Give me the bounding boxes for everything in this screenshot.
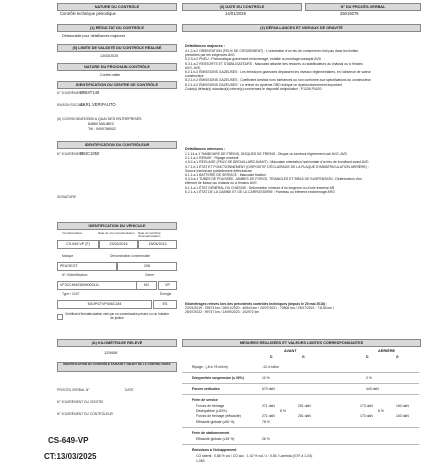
efficacite-value: 78 % bbox=[262, 420, 270, 424]
marque-label: Marque bbox=[62, 254, 74, 258]
coord-line: 300 A QUAI DES ENTREPRISES bbox=[88, 117, 142, 121]
defaillance-mineure: 6.2.1.a.1 ÉTAT DE LA CABINE ET DE LA CARROSSERIE : Panneau ou élément endommagé ARG bbox=[185, 189, 335, 194]
cv-agr-centre-label: N° D'AGRÉMENT DU CENTRE bbox=[57, 400, 104, 404]
freinage-eff-ar-d: 173 daN bbox=[360, 414, 373, 418]
veh-h3: Date du certificat d'immatriculation bbox=[138, 231, 161, 239]
vehicule-header: IDENTIFICATION DU VÉHICULE bbox=[57, 222, 177, 230]
freinage-ar-d: 173 daN bbox=[360, 404, 373, 408]
nature-value: Contrôle technique périodique bbox=[60, 11, 116, 16]
dissym-av: 10 % bbox=[262, 376, 270, 380]
energie-label: Énergie bbox=[160, 292, 172, 296]
signature-label: SIGNATURE bbox=[57, 195, 76, 199]
defaillance-mineure: 4.7.1.b.1 ÉTAT ET FONCTIONNEMENT (DISPOSITIF D'ÉCLAIRAGE DE LA PLAQUE D'IMMATRICULATION ARRIÈRE) : Source lumineuse partiellement défectueuse bbox=[185, 164, 369, 173]
desequilibre-ar: 8 % bbox=[378, 409, 384, 413]
divider bbox=[182, 372, 419, 373]
col-arriere: ARRIÈRE bbox=[378, 349, 396, 353]
stationnement-value: 26 % bbox=[262, 437, 270, 441]
majeures-title: Défaillances majeures : bbox=[185, 44, 225, 48]
desequilibre-av: 8 % bbox=[280, 409, 286, 413]
freinage-eff-ar-g: 160 daN bbox=[396, 414, 409, 418]
freinage-eff-av-g: 251 daN bbox=[298, 414, 311, 418]
forces-ar: 443 daN bbox=[366, 387, 379, 391]
freinage-av-d: 271 daN bbox=[262, 404, 275, 408]
divider bbox=[182, 394, 419, 395]
vin-label: N° d'identification bbox=[62, 273, 88, 277]
efficacite-label: Efficacité globale (≥50 %) bbox=[196, 420, 235, 424]
date-value: 14/01/2025 bbox=[225, 11, 246, 16]
col-av-d: D bbox=[270, 355, 273, 359]
forces-av: 670 daN bbox=[262, 387, 275, 391]
mineures-list bbox=[185, 152, 371, 194]
freinage-eff-label: Forces de freinage (efficacité) bbox=[196, 414, 241, 418]
defaillance-mineure: 1.1.14.a.1 TAMBOURS DE FREINS, DISQUES DE FREINS : Disque ou tambour légèrement usé AVG, AVD bbox=[185, 152, 347, 156]
freinage-av-g: 251 daN bbox=[298, 404, 311, 408]
mesures-header: MESURES RÉALISÉES ET VALEURS LIMITES CORRESPONDANTES bbox=[182, 339, 421, 347]
defaillances-header: (2) DÉFAILLANCES ET NIVEAUX DE GRAVITÉ bbox=[182, 24, 421, 32]
genre: M1 bbox=[136, 281, 157, 290]
km-value: 129406 bbox=[104, 350, 118, 355]
date-certif: 15/04/2013 bbox=[138, 240, 177, 249]
km-header: (A) KILOMÉTRAGE RELEVÉ bbox=[57, 339, 177, 347]
agrement-value: S084T149 bbox=[80, 90, 100, 95]
divider bbox=[182, 383, 419, 384]
immat-cell bbox=[57, 240, 99, 249]
coord-label: (6) COORDONNÉES bbox=[57, 117, 89, 121]
coord-line: Tél : 0490768002 bbox=[88, 127, 116, 131]
col-ar-g: G bbox=[396, 355, 399, 359]
mineures-title: Défaillances mineures : bbox=[185, 147, 226, 151]
stationnement-sub: Efficacité globale (≥18 %) bbox=[196, 437, 235, 441]
coord-block bbox=[88, 117, 142, 132]
defaillance-mineure: 2.1.1.a.1 RIPAGE : Ripage excessif bbox=[185, 156, 239, 161]
km-history-line: 23/01/2019 : 39573 km / 26/01/2020 : 46544 km / 20/07/2021 : 70806 km / 23/07/2021 : 71136 km / bbox=[185, 306, 334, 311]
col-avant: AVANT bbox=[284, 349, 297, 353]
emissions-label: Émissions à l'échappement bbox=[192, 448, 237, 452]
defaillance-majeure: Code(s) défaut(s) standard(s) relevé(s) concernant le dispositif antipollution : P1336 P0420 bbox=[185, 86, 322, 91]
forces-label: Forces verticales bbox=[192, 387, 220, 391]
emissions-line: CO ralenti : 0,88 % vol / CO acc : 1,02 % vol / λ : 0,80 / Lambda (0,97 à 1,03) : bbox=[196, 454, 314, 458]
defaillance-majeure: 8.2.1.b.2 ÉMISSIONS GAZEUSES : Coefficient lambda hors tolérances ou non conforme aux spécifications du constructeur bbox=[185, 78, 371, 83]
defaillance-mineure: 6.1.1.a.1 BATTERIE DE SERVICE : Mauvaise fixation bbox=[185, 173, 266, 178]
dissym-ar: 2 % bbox=[366, 376, 372, 380]
stationnement-label: Frein de stationnement bbox=[192, 431, 230, 435]
pv-label: N° DU PROCÈS-VERBAL bbox=[305, 3, 421, 11]
freins-label: Frein de service bbox=[192, 398, 218, 402]
veh-h1: Immatriculation bbox=[62, 231, 83, 235]
divider bbox=[182, 444, 419, 445]
km-history-line: 25/07/2022 : 99747 km / 14/09/2023 : 102972 km bbox=[185, 310, 260, 315]
col-ar-d: D bbox=[366, 355, 369, 359]
type-label: Type / CNIT bbox=[62, 292, 80, 296]
denom-label: Dénomination commerciale bbox=[110, 254, 150, 258]
divider bbox=[182, 427, 419, 428]
controleur-header: IDENTIFICATION DU CONTRÔLEUR bbox=[57, 141, 177, 149]
dissym-label: Dissymétrie suspension (≤ 30%) bbox=[192, 376, 244, 380]
immat: CS-649-VP bbox=[66, 242, 85, 246]
raison-value: SARL VERIFAUTO bbox=[80, 102, 116, 107]
date-label: (3) DATE DU CONTRÔLE bbox=[182, 3, 302, 11]
date-1re: 23/02/2015 bbox=[99, 240, 138, 249]
raison-label: RAISON SOCIALE bbox=[57, 103, 85, 107]
col-av-g: G bbox=[302, 355, 305, 359]
km-history-title: Kilométrages relevés lors des précédents contrôles techniques (depuis le 20 mai 2018) : bbox=[185, 302, 328, 306]
defaillance-majeure: 8.2.1.b.2 ÉMISSIONS GAZEUSES : Les émissions gazeuses dépassent les niveaux réglementaires, en l'absence de valeur constructeur bbox=[185, 70, 371, 79]
resultat-value: Défavorable pour défaillances majeures bbox=[62, 34, 126, 38]
controleur-agr-label: N° D'AGRÉMENT bbox=[57, 152, 84, 156]
resultat-header: (1) RÉSULTAT DU CONTRÔLE bbox=[57, 24, 177, 32]
defaillance-mineure: 5.3.3.a.1 TUBES DE POUSSÉE, JAMBES DE FORCE, TRIANGLES ET BRAS DE SUSPENSION : Détérioration d'un élément de liaison au châssis ou à l'essieu AVG bbox=[185, 177, 363, 186]
contre-header: IDENTIFICATION DU CONTRÔLE FAISANT L'OBJET DE LA CONTRE-VISITE bbox=[57, 362, 177, 372]
nature-label: NATURE DU CONTRÔLE bbox=[57, 3, 177, 11]
cv-agr-controleur-label: N° D'AGRÉMENT DU CONTRÔLEUR bbox=[57, 412, 113, 416]
defaillance-mineure: 4.5.2.a.1 RÉGLAGE (FEUX DE BROUILLARD AVANT) : Mauvaise orientation horizontale d'un feu de brouillard avant AVD bbox=[185, 160, 369, 165]
defaillance-mineure: 6.1.1.a.1 ÉTAT GÉNÉRAL DU CHÂSSIS : Déformation mineure d'un longeron ou d'une traverse AR bbox=[185, 185, 335, 190]
sticker-immat: CS-649-VP bbox=[48, 436, 89, 445]
genre2: VP bbox=[158, 281, 177, 290]
genre-label: Genre bbox=[145, 273, 155, 277]
sticker-ct: CT:13/03/2025 bbox=[44, 452, 97, 461]
marque: PEUGEOT bbox=[57, 262, 117, 271]
validite-value: 13/03/2025 bbox=[100, 54, 118, 58]
prochain-header: NATURE DU PROCHAIN CONTRÔLE bbox=[57, 63, 177, 71]
defaillance-majeure: 8.2.1.d.2 ÉMISSIONS GAZEUSES : Le relevé du système OBD indique un dysfonctionnement important bbox=[185, 82, 342, 87]
freinage-ar-g: 160 daN bbox=[396, 404, 409, 408]
controleur-agr-value: 084C1050 bbox=[80, 151, 100, 156]
defaillance-majeure: 4.1.2.a.2 ORIENTATION (FEUX DE CROISEMENT) : L'orientation d'un feu de croisement n'est pas dans les limites prescrites par les exigences AVG bbox=[185, 49, 359, 58]
ripage-label: Ripage : (-8 à +8 m/km) bbox=[192, 365, 228, 369]
cv-date-label: DATE bbox=[125, 388, 134, 392]
vin: VF3CCHMZ6DW003111 bbox=[57, 281, 137, 290]
veh-h2: Date de 1re immatriculation bbox=[98, 231, 135, 235]
type: M10PGTVP006C184 bbox=[57, 300, 152, 309]
centre-header: IDENTIFICATION DU CENTRE DE CONTRÔLE bbox=[57, 81, 177, 89]
pv-value: 25016075 bbox=[340, 11, 359, 16]
emissions-line: 1,083 bbox=[196, 459, 205, 463]
agrement-label: N° D'AGRÉMENT bbox=[57, 91, 84, 95]
km-history bbox=[185, 302, 417, 315]
energie: ES bbox=[153, 300, 177, 309]
coord-line: 84860 MAUBEC bbox=[88, 122, 115, 126]
desequilibre-label: Déséquilibre (≤30%) bbox=[196, 409, 227, 413]
certif-checkbox bbox=[57, 314, 63, 320]
certif-note: Certificat d'immatriculation visé par un commissaire-priseur ou un huissier de justice bbox=[64, 312, 170, 320]
immat-suffix: (F) bbox=[85, 242, 90, 246]
ripage-value: -12,4 m/km bbox=[262, 365, 279, 369]
freinage-label: Forces de freinage bbox=[196, 404, 225, 408]
defaillance-majeure: 5.3.1.a.2 RESSORTS ET STABILISATEURS : Mauvaise attache des ressorts ou stabilisateurs au châssis ou à l'essieu AVG, AVD bbox=[185, 61, 363, 70]
validite-header: (5) LIMITE DE VALIDITÉ DU CONTRÔLE RÉALISÉ bbox=[57, 44, 177, 52]
defaillance-majeure: 5.2.3.d.2 PNEU : Pneumatique gravement endommagé, entaillé ou montage inadapté AVD bbox=[185, 57, 322, 62]
freinage-eff-av-d: 271 daN bbox=[262, 414, 275, 418]
majeures-list bbox=[185, 49, 371, 91]
cv-pv-label: PROCÈS-VERBAL N° bbox=[57, 388, 90, 392]
prochain-value: Contre-visite bbox=[100, 73, 121, 77]
denom: 208 bbox=[117, 262, 177, 271]
